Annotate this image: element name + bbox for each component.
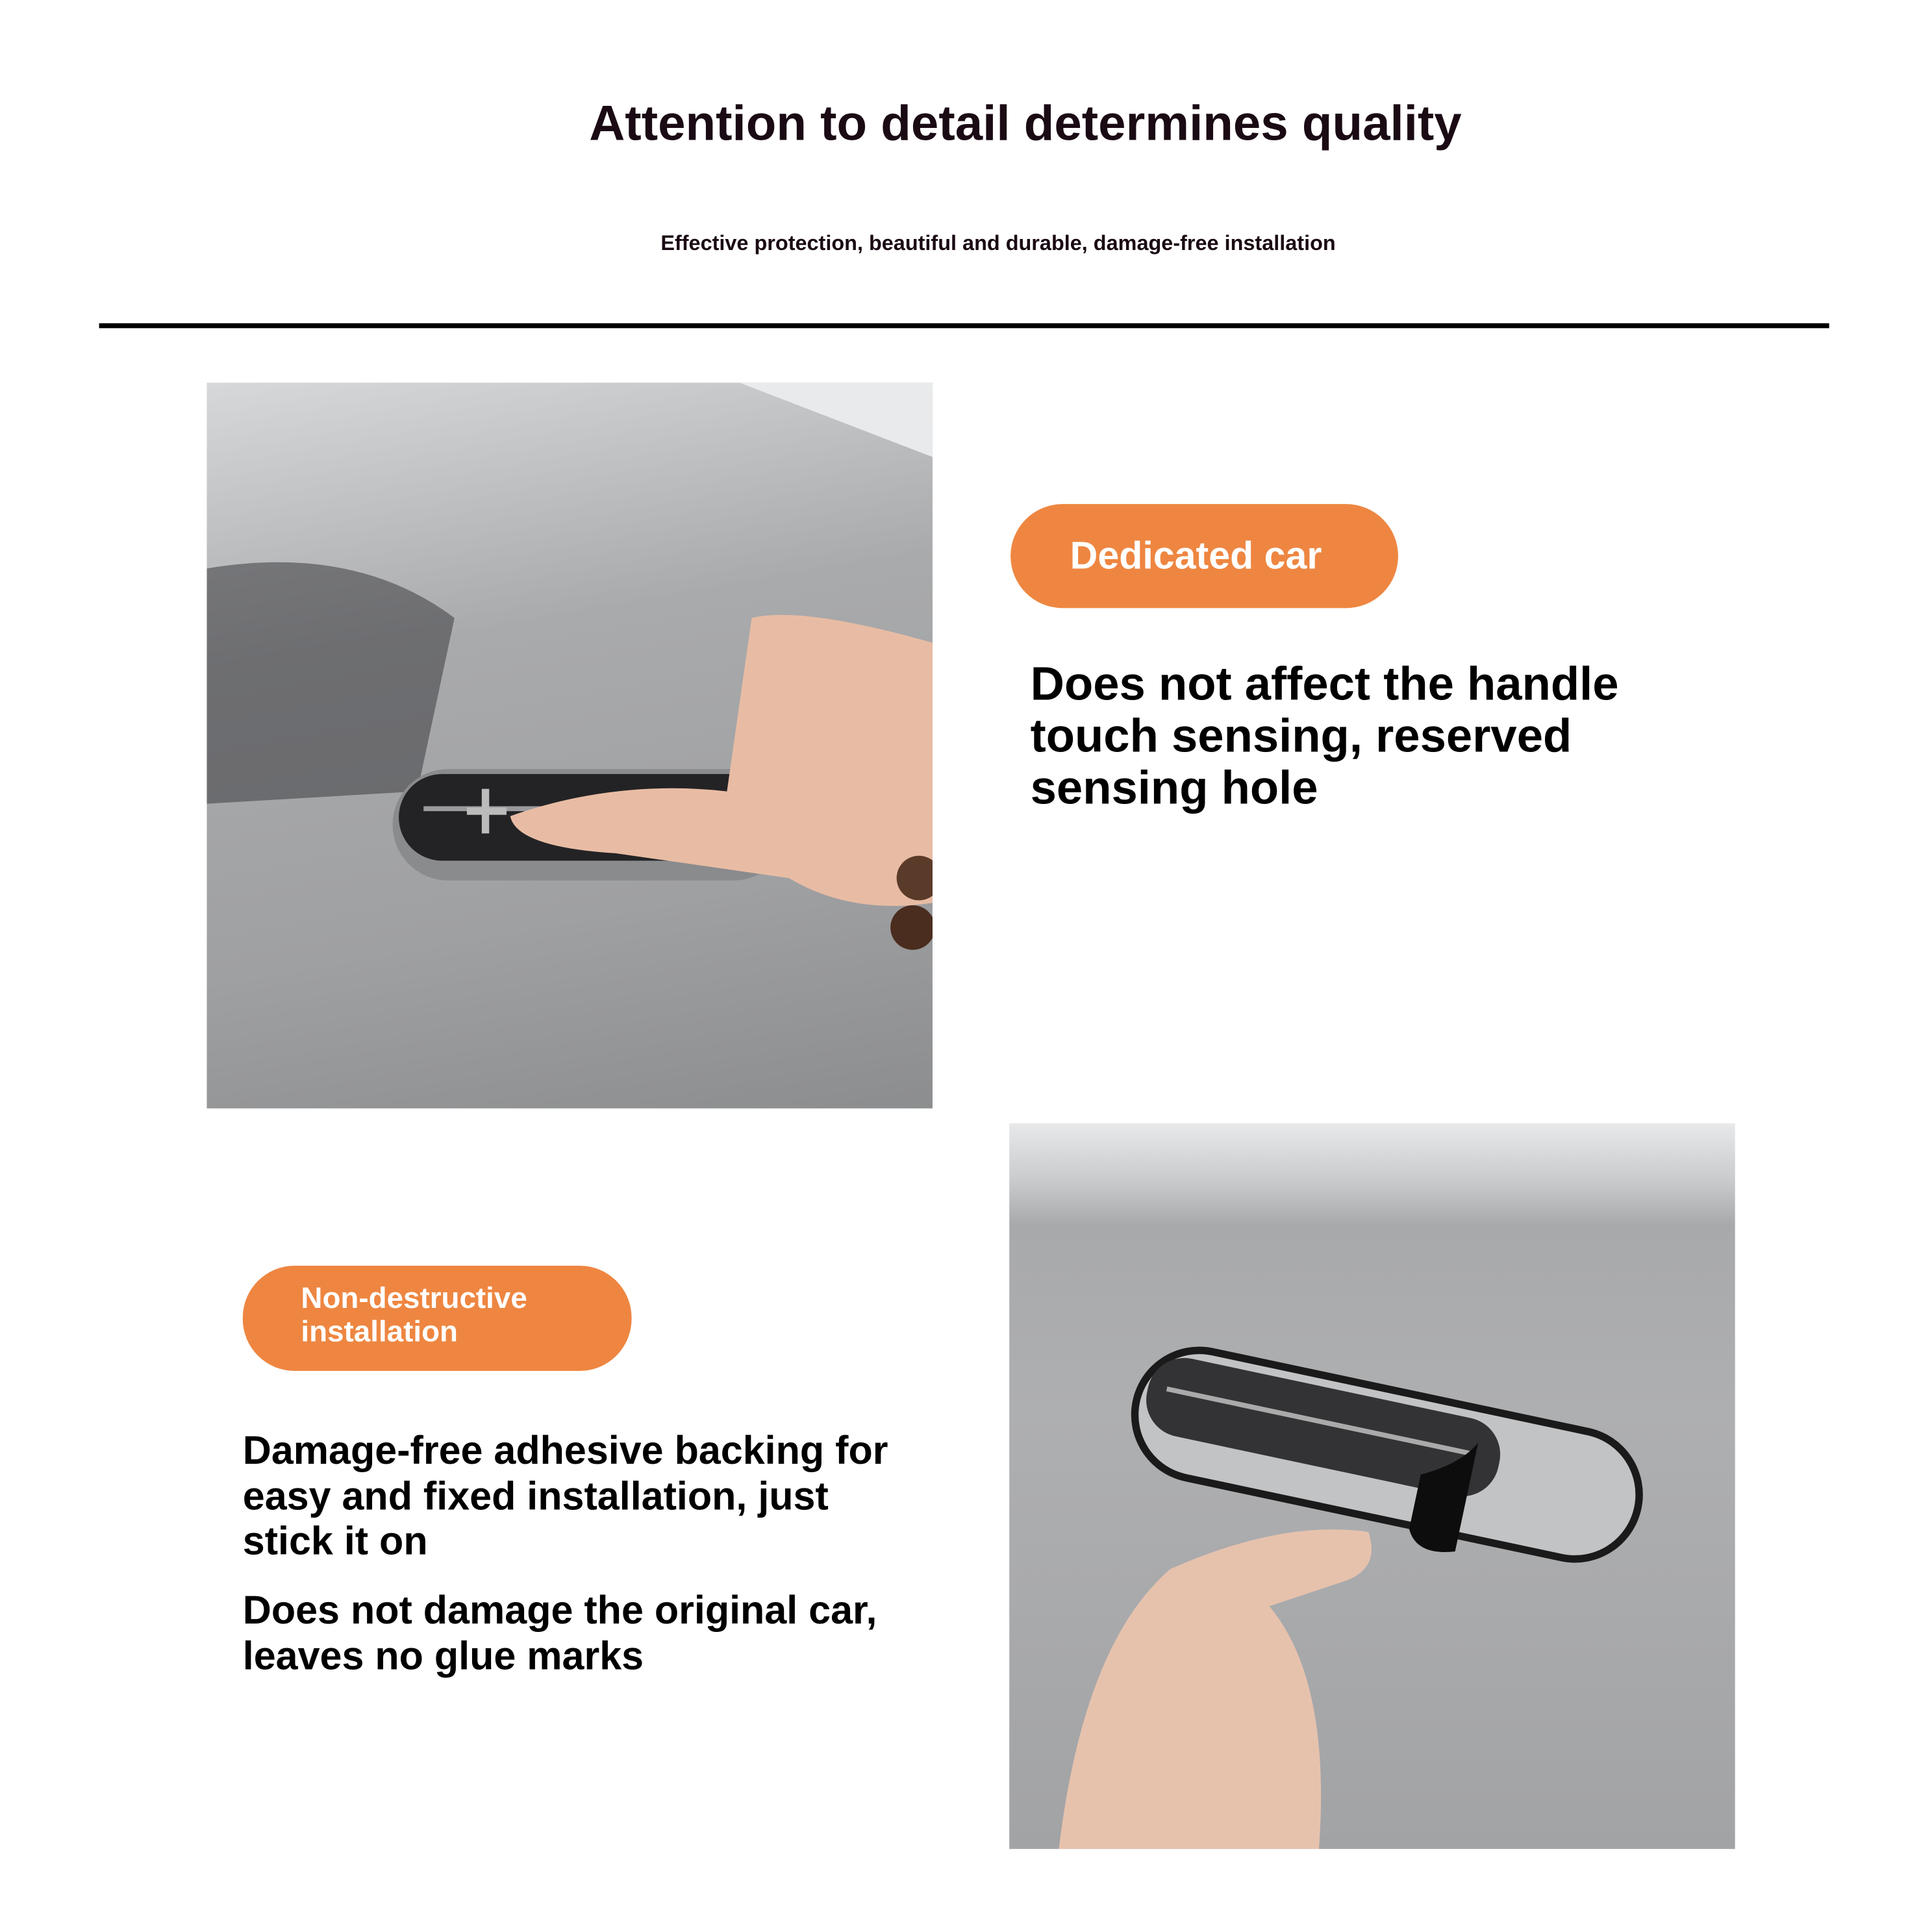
page-subtitle: Effective protection, beautiful and durable, damage-free installation xyxy=(660,231,1336,255)
section1-description: Does not affect the handle touch sensing, reserved sensing hole xyxy=(1030,659,1619,815)
handle-touch-illustration xyxy=(207,383,933,1109)
photo-finger-on-handle xyxy=(207,383,933,1109)
section2-description-adhesive: Damage-free adhesive backing for easy and fixed installation, just stick it on xyxy=(242,1427,888,1563)
installation-illustration xyxy=(1009,1123,1735,1850)
badge-non-destructive-installation: Non-destructive installation xyxy=(243,1266,632,1371)
section2-description-no-damage: Does not damage the original car, leaves no glue marks xyxy=(242,1587,877,1678)
badge-dedicated-car: Dedicated car xyxy=(1010,504,1398,608)
divider xyxy=(99,323,1829,329)
page-title: Attention to detail determines quality xyxy=(589,96,1462,151)
photo-installing-handle-cover xyxy=(1009,1123,1735,1850)
